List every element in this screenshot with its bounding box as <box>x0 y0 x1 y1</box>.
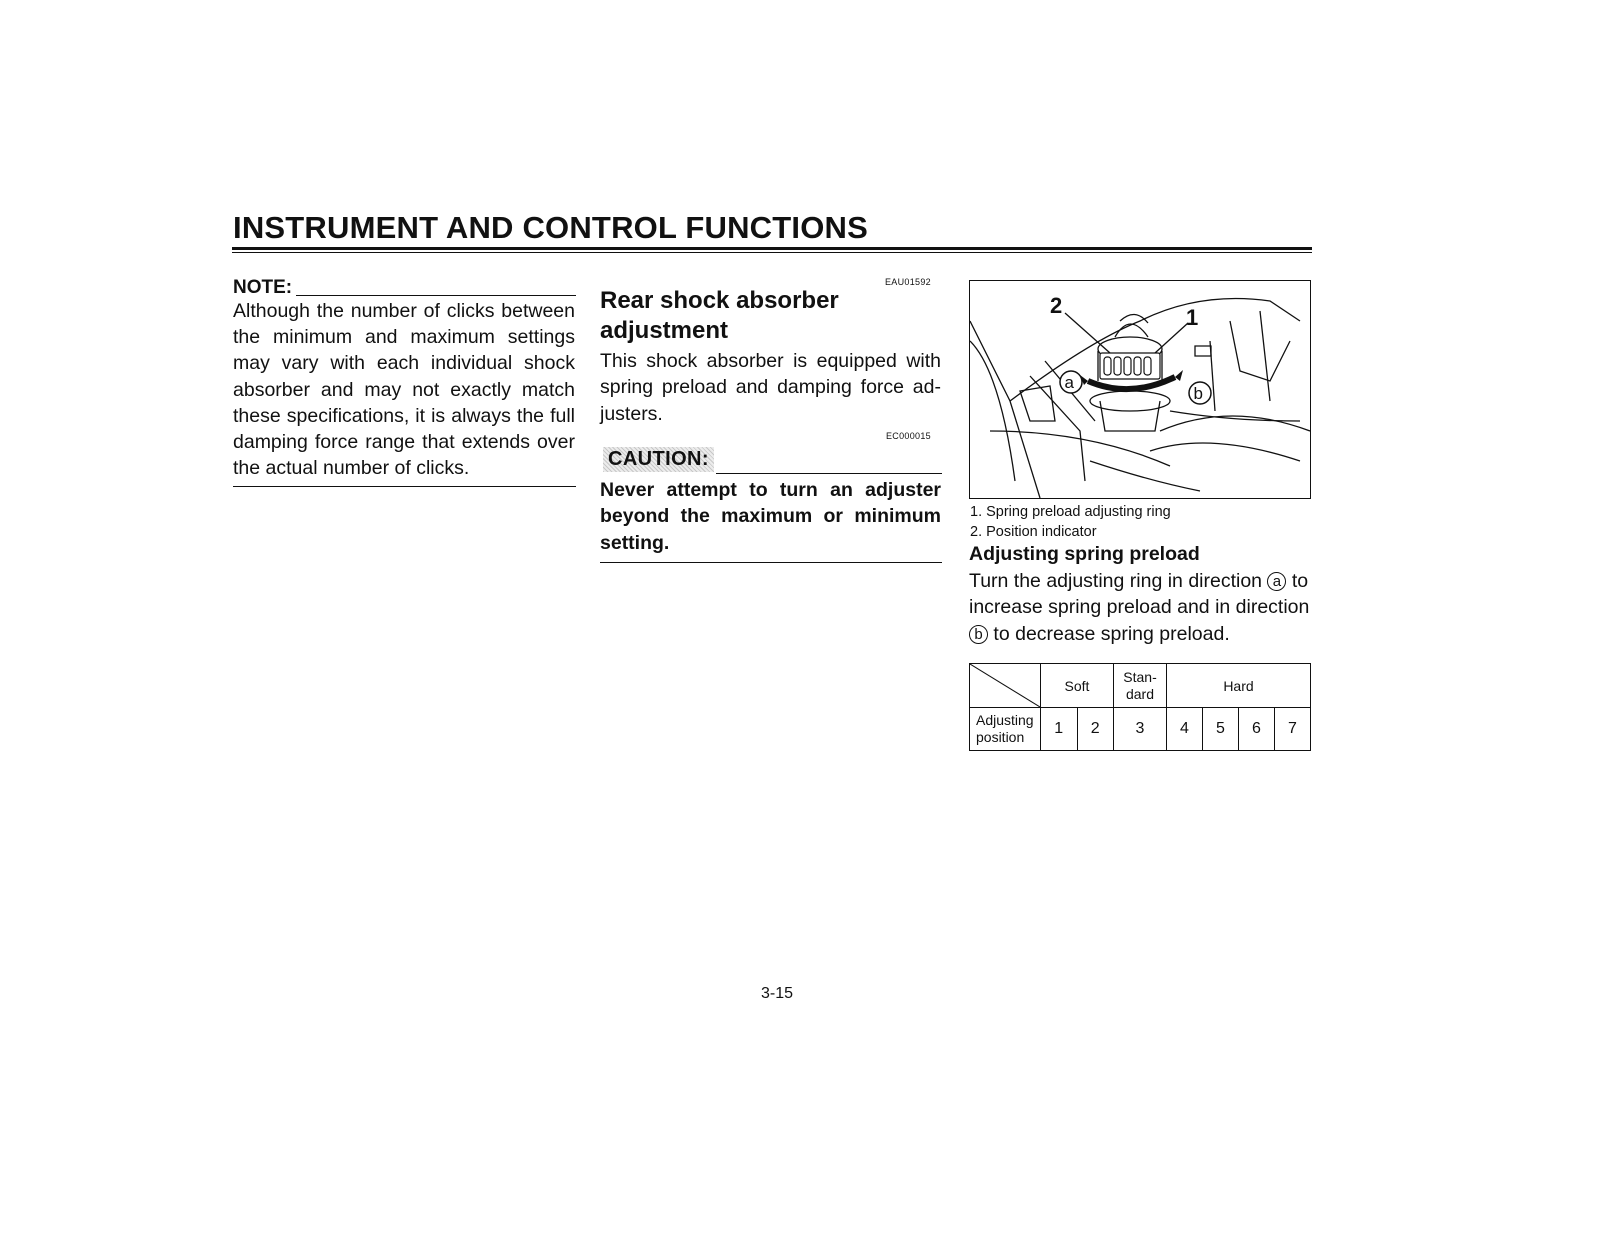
caution-code: EC000015 <box>886 431 931 441</box>
note-rule <box>296 295 576 296</box>
table-corner-cell <box>970 664 1041 708</box>
position-cell: 5 <box>1203 708 1239 751</box>
caution-rule <box>716 473 942 474</box>
page-title: INSTRUMENT AND CONTROL FUNCTIONS <box>233 210 868 245</box>
figure-captions <box>970 502 1171 542</box>
section-code: EAU01592 <box>885 277 931 287</box>
header-rule-thin <box>232 252 1312 253</box>
caution-label: CAUTION: <box>603 447 714 472</box>
note-end-rule <box>233 486 576 487</box>
callout-2: 2 <box>1050 293 1063 318</box>
shock-absorber-figure <box>969 280 1311 499</box>
page-number: 3-15 <box>761 985 794 1002</box>
adjusting-text-part-3: to decrease spring preload. <box>993 622 1230 645</box>
position-cell: 3 <box>1114 708 1167 751</box>
position-cell: 2 <box>1077 708 1114 751</box>
diagonal-line <box>970 664 1040 707</box>
adjusting-text-part-1: Turn the adjusting ring in direction <box>969 570 1263 592</box>
header-hard: Hard <box>1167 664 1311 708</box>
position-cell: 6 <box>1239 708 1275 751</box>
adjusting-text <box>969 568 1314 647</box>
preload-table <box>969 663 1311 751</box>
caution-text: Never attempt to turn an adjuster beyond the maximum or minimum setting. <box>600 479 941 554</box>
direction-a-marker: a <box>1267 572 1286 591</box>
adjusting-text-part-2: to increase spring preload and in direction <box>969 570 1310 619</box>
caution-end-rule <box>600 562 942 563</box>
header-rule <box>232 247 1312 250</box>
position-cell: 7 <box>1275 708 1311 751</box>
note-text <box>233 298 575 481</box>
direction-b-marker: b <box>969 625 988 644</box>
position-cell: 1 <box>1041 708 1078 751</box>
marker-a: a <box>1064 373 1074 392</box>
position-cell: 4 <box>1167 708 1203 751</box>
section-title: Rear shock absorber adjustment <box>600 287 839 344</box>
caption-2: 2. Position indicator <box>970 524 1097 540</box>
row-label: Adjusting position <box>970 708 1041 751</box>
marker-b: b <box>1193 384 1203 403</box>
adjusting-title: Adjusting spring preload <box>969 543 1200 565</box>
callout-1: 1 <box>1186 305 1199 330</box>
shock-absorber-illustration <box>970 281 1310 498</box>
section-text: This shock absorber is equipped with spring preload and damping force ad-justers. <box>600 350 941 425</box>
note-paragraph: Although the number of clicks between the minimum and maximum settings may vary with each individual shock absorber and may not exactly match these specifications, it is always the full damping force range that extends over the actual number of clicks. <box>233 300 575 480</box>
caption-1: 1. Spring preload adjusting ring <box>970 504 1171 520</box>
note-label: NOTE: <box>233 277 293 298</box>
header-soft: Soft <box>1041 664 1114 708</box>
header-standard: Stan-dard <box>1114 664 1167 708</box>
